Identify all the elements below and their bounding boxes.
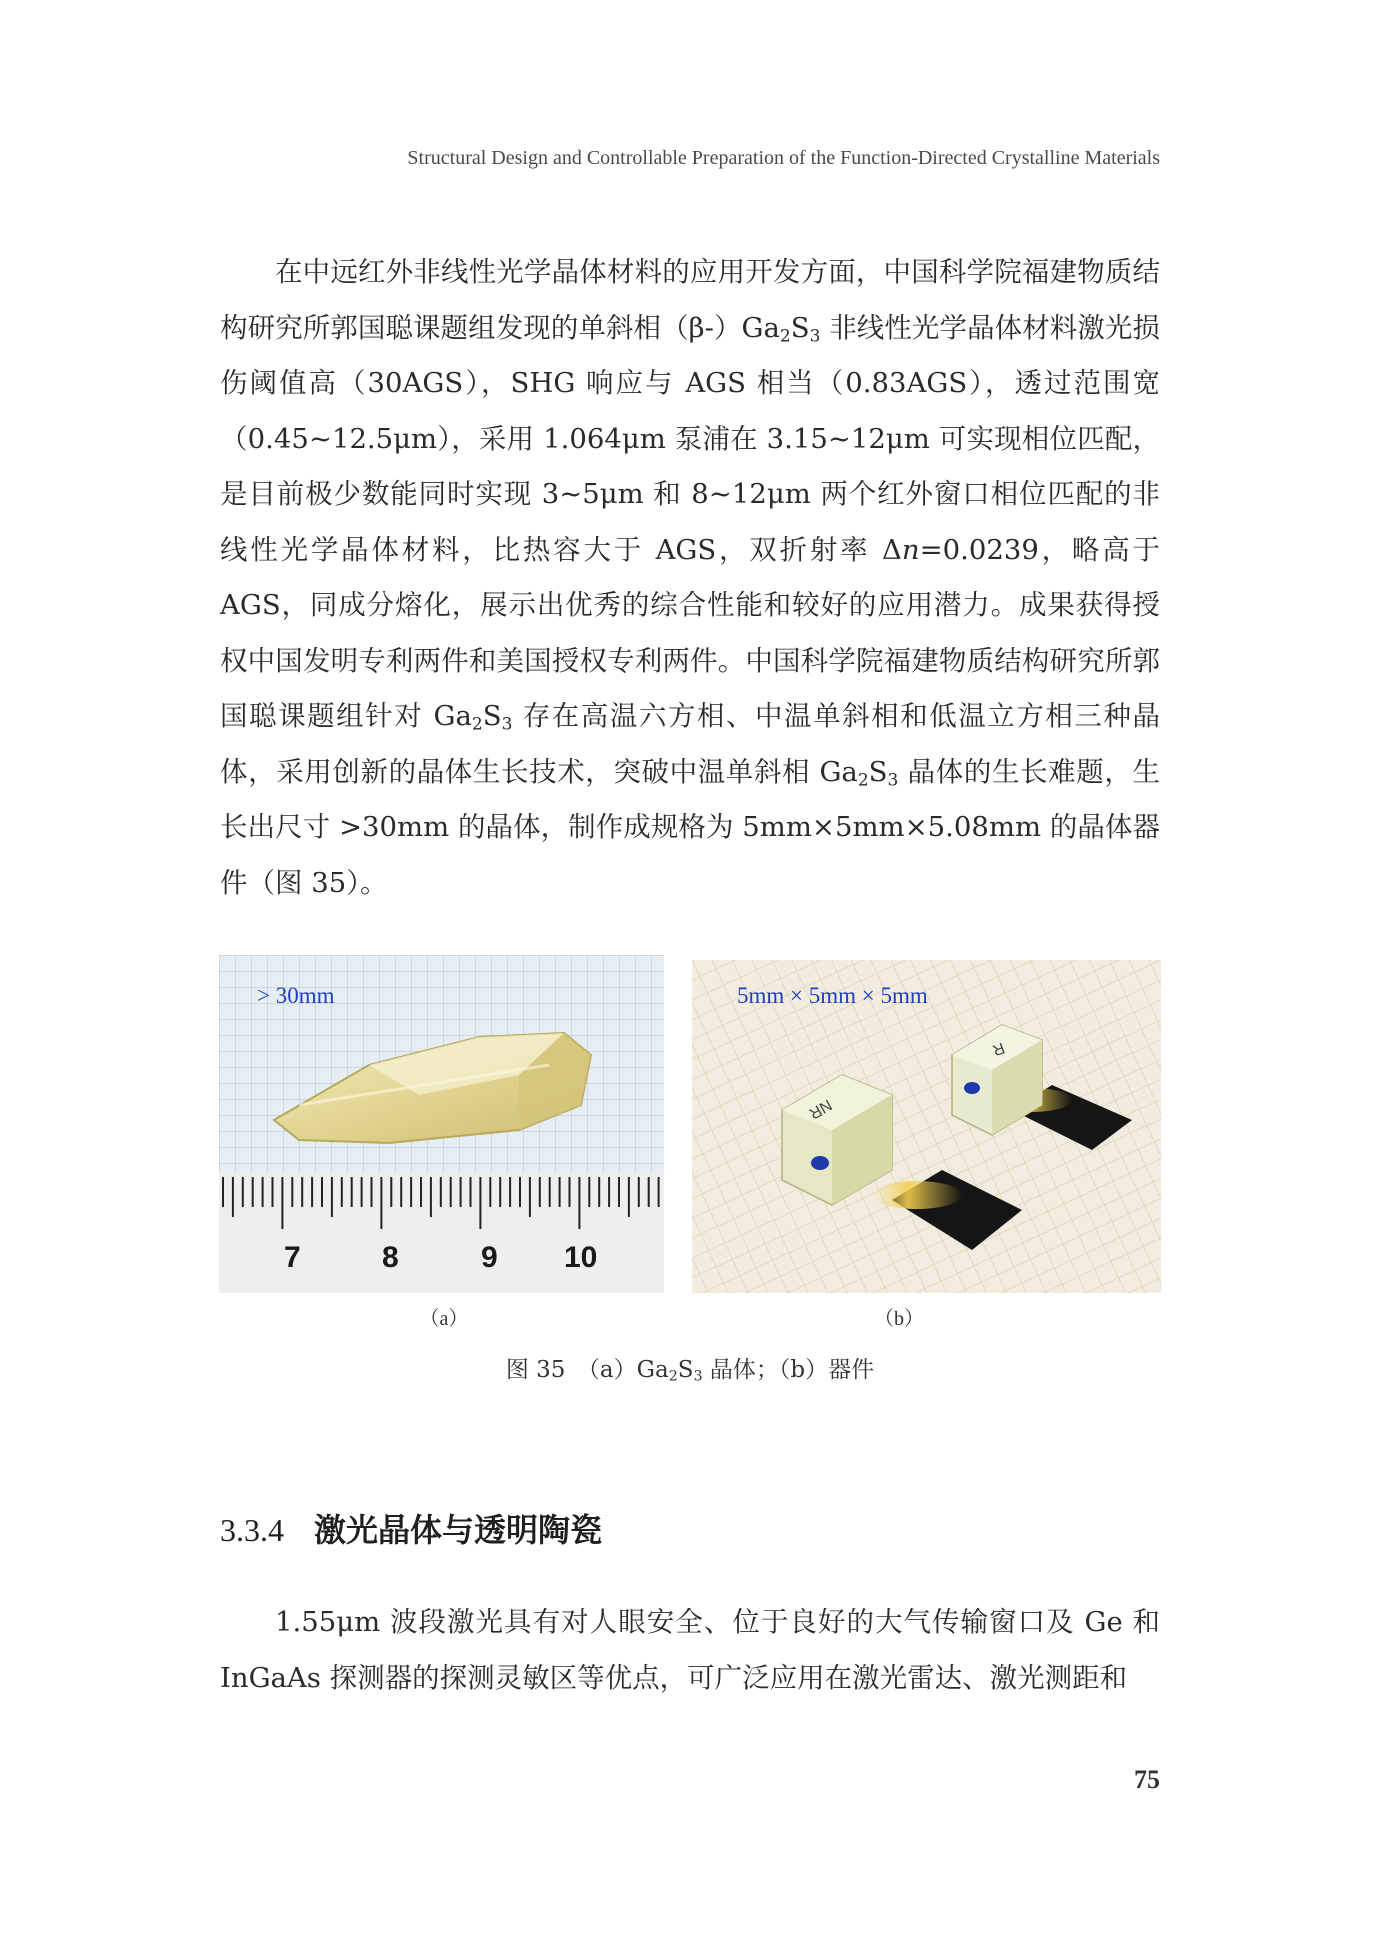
figure-b-device-photo	[692, 960, 1161, 1293]
figure-a-sublabel: （a）	[419, 1308, 469, 1330]
section-number: 3.3.4	[220, 1512, 284, 1548]
section-title: 激光晶体与透明陶瓷	[314, 1511, 603, 1549]
figure-b-sublabel: （b）	[874, 1308, 924, 1330]
section-heading	[220, 1505, 602, 1551]
page-number: 75	[1134, 1765, 1160, 1794]
paragraph-2: 1.55μm 波段激光具有对人眼安全、位于良好的大气传输窗口及 Ge 和 InGaAs 探测器的探测灵敏区等优点，可广泛应用在激光雷达、激光测距和	[220, 1606, 1160, 1694]
svg-text:NR: NR	[806, 1095, 835, 1122]
ruler-number: 7	[284, 1241, 301, 1274]
svg-text:R: R	[990, 1038, 1007, 1059]
figure-a-size-label: > 30mm	[257, 983, 335, 1008]
paragraph-1: 在中远红外非线性光学晶体材料的应用开发方面，中国科学院福建物质结构研究所郭国聪课题组发现的单斜相$(\beta-)Ga_2S_3$ 非线性光学晶体材料激光损伤阈值高（30AGS），SHG 响应与 AGS 相当（0.83AGS），透过范围宽（0.45~12.5μm），采用 1.064μm 泵浦在 3.15~12μm 可实现相位匹配，是目前极少数能同时实现 3~5μm 和 8~12μm 两个红外窗口相位匹配的非线性光学晶体材料，比热容大于 AGS，双折射率 Δn=0.0239，略高于 AGS，同成分熔化，展示出优秀的综合性能和较好的应用潜力。成果获得授权中国发明专利两件和美国授权专利两件。中国科学院福建物质结构研究所郭国聪课题组针对 $Ga_2S_3$ 存在高温六方相、中温单斜相和低温立方相三种晶体，采用创新的晶体生长技术，突破中温单斜相 $Ga_2S_3$ 晶体的生长难题，生长出尺寸 >30mm 的晶体，制作成规格为 5mm×5mm×5.08mm 的晶体器件（图 35）。	[220, 256, 1160, 899]
figure-b-size-label: 5mm × 5mm × 5mm	[737, 983, 928, 1008]
ruler-number: 10	[564, 1241, 598, 1274]
running-header: Structural Design and Controllable Preparation of the Function-Directed Crystalline Materials	[407, 147, 1160, 169]
figure-caption: 图 35 $(a)Ga_2S_3$ 晶体；（b）器件	[505, 1357, 875, 1385]
ruler-number: 9	[481, 1241, 498, 1274]
ruler-number: 8	[382, 1241, 399, 1274]
device-photo-graphic	[692, 960, 1161, 1293]
